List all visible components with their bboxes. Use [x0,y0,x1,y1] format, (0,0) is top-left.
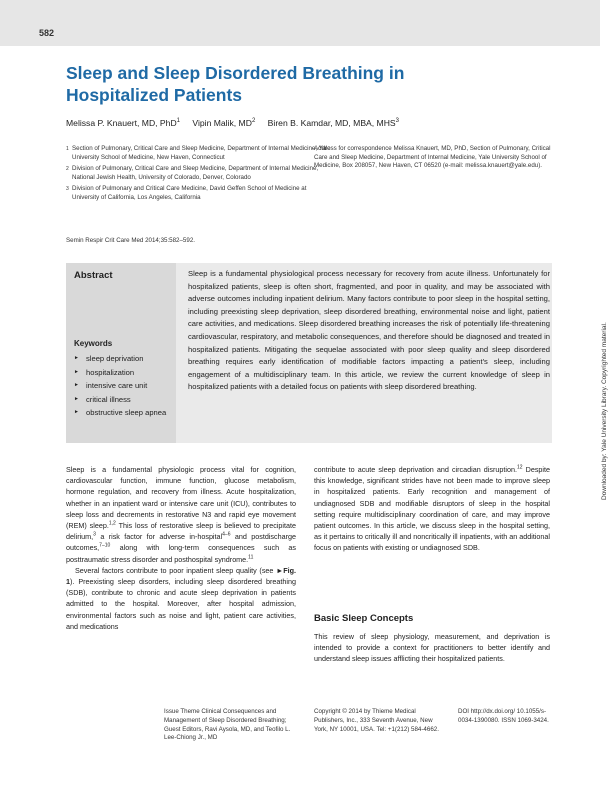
keywords-heading: Keywords [74,339,113,348]
body-paragraph: This review of sleep physiology, measurement, and deprivation is intended to provide a context for practitioners to better identify and understand sleep issues afflicting their hospitalized patients. [314,632,550,664]
body-column-right [314,464,550,554]
body-paragraph: Sleep is a fundamental physiologic process vital for cognition, cardiovascular function, immune function, glucose metabolism, hormone regulation, and recovery from illness. Acute hospitalization, whether in an inpatient ward or intensive care unit (ICU), contributes to sleep loss and decrements in restorative N3 and rapid eye movement (REM) sleep.$^{1,2}$ This loss of restorative sleep is believed to precipitate delirium,$^3$ a risk factor for adverse in-hospital$^{4-6}$ and postdischarge outcomes,$^{7-10}$ along with long-term consequences such as posttraumatic stress disorder and posthospital syndrome.$^{11}$ [66,465,296,564]
correspondence-address: Address for correspondence Melissa Knauert, MD, PhD, Section of Pulmonary, Critical Care and Sleep Medicine, Department of Internal Medicine, Yale University School of Medicine, Box 208057, New Haven, CT 06520 (e-mail: melissa.knauert@yale.edu). [314,145,551,170]
article-title: Sleep and Sleep Disordered Breathing in Hospitalized Patients [66,63,405,105]
body-paragraph: Several factors contribute to poor inpatient sleep quality (see ►Fig. 1). Preexisting sleep disorders, including sleep disordered breathing (SDB), contribute to chronic and acute sleep deprivation in patients admitted to the hospital. Moreover, after hospital admission, environmental factors such as noise and light, patient care activities, and medications [66,565,296,631]
keywords-list [74,352,174,420]
keyword-item: ► obstructive sleep apnea [74,406,174,420]
author-affil-ref: 1 [176,118,180,125]
affiliation: 3 Division of Pulmonary and Critical Care Medicine, David Geffen School of Medicine at University of California, Los Angeles, California [66,185,307,201]
header-band [0,0,600,46]
journal-citation: Semin Respir Crit Care Med 2014;35:582–592. [66,237,195,244]
keyword-item: ► intensive care unit [74,379,174,393]
abstract-text: Sleep is a fundamental physiological process necessary for recovery from acute illness. Unfortunately for hospitalized patients, sleep is often short, fragmented, and poor in quality, and may be associated with adverse outcomes including inpatient delirium. Many factors contribute to poor sleep in the hospital setting, including preexisting sleep deprivation, sleep disordered breathing, environmental noise and light, patient care activities, and medications. Sleep disordered breathing increases the risk of potentially life-threatening cardiovascular, respiratory, and metabolic consequences, and therefore should be diagnosed and treated in hospitalized patients. Mitigating the sequelae associated with poor sleep quality and sleep disordered breathing requires early identification of modifiable factors impacting a patient's sleep, including engagement of a multidisciplinary team. In this article, we review the current knowledge of sleep in hospitalized patients with a detailed focus on patients with sleep disordered breathing. [188,269,550,392]
body-paragraph: contribute to acute sleep deprivation and circadian disruption.$^{12}$ Despite this knowledge, significant strides have not been made to improve sleep in hospitalized patients. Early recognition and management of undiagnosed SDB and modifiable disruptors of sleep in the hospital setting require multidisciplinary coordination of care, and may improve patient outcomes. In this article, we discuss sleep in the hospital setting, as it pertains to critically ill and noncritically ill inpatients, with an additional focus on patients with existing or undiagnosed SDB. [314,464,550,553]
issue-theme: Issue Theme Clinical Consequences and Management of Sleep Disordered Breathing; Guest Editors, Ravi Aysola, MD, and Teofilo L. Lee-Chiong Jr., MD [164,708,291,742]
author-affil-ref: 3 [395,118,399,125]
keyword-item: ► critical illness [74,393,174,407]
affiliations [66,145,331,206]
figure-link[interactable]: ►Fig. 1 [66,565,296,587]
abstract-heading: Abstract [74,270,113,281]
author-name: Biren B. Kamdar, MD, MBA, MHS [267,118,396,128]
author-name: Melissa P. Knauert, MD, PhD [66,118,177,128]
keyword-item: ► hospitalization [74,366,174,380]
affiliation: 1 Section of Pulmonary, Critical Care and Sleep Medicine, Department of Internal Medicine, Yale University School of Medicine, New Haven, Connecticut [66,145,331,161]
copyright-notice: Copyright © 2014 by Thieme Medical Publishers, Inc., 333 Seventh Avenue, New York, NY 10001, USA. Tel: +1(212) 584-4662. [314,708,439,733]
download-watermark: Downloaded by: Yale University Library. Copyrighted material. [601,322,608,500]
affiliation: 2 Division of Pulmonary, Critical Care and Sleep Medicine, Department of Internal Medicine, National Jewish Health, University of Colorado, Denver, Colorado [66,165,319,181]
author-line [66,118,399,128]
author-affil-ref: 2 [251,118,256,125]
keyword-item: ► sleep deprivation [74,352,174,366]
author-name: Vipin Malik, MD [192,118,252,128]
page-number: 582 [39,28,55,38]
section-heading: Basic Sleep Concepts [314,613,414,624]
doi-info: DOI http://dx.doi.org/ 10.1055/s-0034-1390080. ISSN 1069-3424. [458,708,549,724]
body-column-left [66,464,296,632]
